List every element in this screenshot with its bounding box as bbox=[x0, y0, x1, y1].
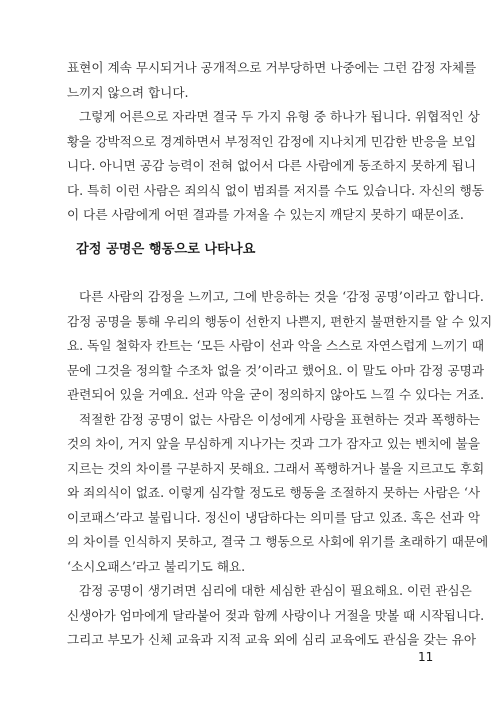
text-line: 지르는 것의 차이를 구분하지 못해요. 그래서 폭행하거나 불을 지르고도 후회 bbox=[67, 460, 485, 476]
text-line: 감정 공명이 생기려면 심리에 대한 세심한 관심이 필요해요. 이런 관심은 bbox=[79, 583, 472, 598]
text-line: 그리고 부모가 신체 교육과 지적 교육 외에 심리 교육에도 관심을 갖는 유아 bbox=[67, 632, 477, 647]
text-line: 문에 그것을 정의할 수조차 없을 것’이라고 했어요. 이 말도 아마 감정 공명과 bbox=[67, 362, 485, 378]
text-line: 와 죄의식이 없죠. 이렇게 심각할 정도로 행동을 조절하지 못하는 사람은 ‘사 bbox=[67, 485, 481, 500]
text-line: 이 다른 사람에게 어떤 결과를 가져올 수 있는지 깨닫지 못하기 때문이죠. bbox=[67, 207, 464, 222]
text-line: 느끼지 않으려 합니다. bbox=[67, 84, 189, 100]
page-number: 11 bbox=[418, 650, 434, 664]
text-line: 것의 차이, 거지 앞을 무심하게 지나가는 것과 그가 잠자고 있는 벤치에 불을 bbox=[67, 436, 481, 451]
text-line: ‘소시오패스’라고 불리기도 해요. bbox=[67, 558, 246, 574]
section-heading: 감정 공명은 행동으로 나타나요 bbox=[76, 242, 256, 257]
text-line: 신생아가 엄마에게 달라붙어 젖과 함께 사랑이나 거절을 맛볼 때 시작됩니다. bbox=[67, 607, 485, 623]
text-line: 관련되어 있을 거예요. 선과 악을 굳이 정의하지 않아도 느낄 수 있다는 거죠. bbox=[67, 387, 485, 402]
text-line: 황을 강박적으로 경계하면서 부정적인 감정에 지나치게 민감한 반응을 보입 bbox=[67, 133, 477, 149]
text-line: 그렇게 어른으로 자라면 결국 두 가지 유형 중 하나가 됩니다. 위협적인 상 bbox=[79, 109, 480, 124]
text-line: 니다. 아니면 공감 능력이 전혀 없어서 다른 사람에게 동조하지 못하게 됩니 bbox=[67, 158, 477, 173]
text-section-1 bbox=[67, 56, 485, 228]
text-line: 이코패스’라고 불립니다. 정신이 냉담하다는 의미를 담고 있죠. 혹은 선과 악 bbox=[67, 509, 481, 525]
text-line: 다른 사람의 감정을 느끼고, 그에 반응하는 것을 ‘감정 공명’이라고 합니다. bbox=[79, 289, 484, 304]
text-line: 표현이 계속 무시되거나 공개적으로 거부당하면 나중에는 그런 감정 자체를 bbox=[67, 60, 477, 75]
text-line: 의 차이를 인식하지 못하고, 결국 그 행동으로 사회에 위기를 초래하기 때문에 bbox=[67, 534, 489, 549]
text-line: 적절한 감정 공명이 없는 사람은 이성에게 사랑을 표현하는 것과 폭행하는 bbox=[79, 411, 480, 427]
text-section-2 bbox=[67, 285, 493, 653]
text-line: 요. 독일 철학자 칸트는 ‘모든 사람이 선과 악을 스스로 자연스럽게 느끼기 때 bbox=[67, 338, 485, 353]
text-line: 다. 특히 이런 사람은 죄의식 없이 범죄를 저지를 수도 있습니다. 자신의 행동 bbox=[67, 182, 485, 198]
text-line: 감정 공명을 통해 우리의 행동이 선한지 나쁜지, 편한지 불편한지를 알 수 있지 bbox=[67, 313, 493, 329]
